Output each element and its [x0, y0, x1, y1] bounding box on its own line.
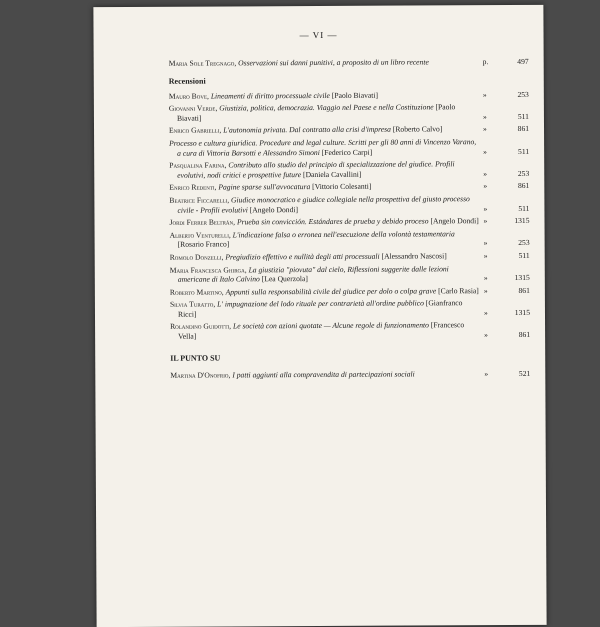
reviewer-name: [Francesco Vella] [178, 321, 464, 341]
toc-entry [169, 194, 529, 215]
author-name: Maria Francesca Ghirga, [170, 265, 247, 274]
author-name: Pasqualina Farina, [169, 161, 226, 170]
reviewer-name: [Angelo Dondi] [250, 205, 298, 214]
toc-entry [170, 320, 530, 341]
page-number: 861 [518, 286, 529, 295]
reviewer-name: [Vittorio Colesanti] [312, 182, 371, 191]
author-name: Enrico Redenti, [169, 183, 216, 192]
toc-entry [169, 89, 529, 100]
work-title: I patti aggiunti alla compravendita di partecipazioni sociali [232, 369, 414, 379]
page-number: 511 [518, 146, 529, 155]
author-name: Giovanni Verde, [169, 104, 217, 113]
page-mark: » [483, 90, 487, 100]
reviewer-name: [Paolo Biavati] [177, 102, 455, 122]
toc-entry [170, 251, 530, 262]
page-mark: » [483, 124, 487, 134]
work-title: Lineamenti di diritto processuale civile [211, 91, 330, 101]
page-number: 253 [518, 169, 529, 178]
author-name: Alberto Venturelli, [170, 230, 231, 239]
page-mark: » [483, 181, 487, 191]
page-number: 1315 [515, 273, 530, 282]
page-number: 1315 [514, 216, 529, 225]
reviewer-name: [Roberto Calvo] [393, 125, 443, 134]
author-name: Roberto Martino, [170, 287, 224, 296]
page-mark: » [483, 112, 487, 122]
toc-entry [169, 181, 529, 192]
toc-entry [170, 286, 530, 297]
running-head: — VI — [94, 29, 544, 41]
page-number: 861 [518, 181, 529, 190]
reviewer-name: [Paolo Biavati] [332, 90, 378, 99]
page-mark: » [484, 286, 488, 296]
page-mark: » [483, 216, 487, 226]
author-name: Enrico Gabrielli, [169, 126, 221, 135]
page-number: 1315 [515, 308, 530, 317]
page-number: 511 [518, 203, 529, 212]
page-mark: » [484, 273, 488, 283]
section-heading-punto: IL PUNTO SU [170, 352, 530, 363]
author-name: Romolo Donzelli, [170, 252, 224, 261]
work-title: Processo e cultura giuridica. Procedure and legal culture. Scritti per gli 80 anni di Vincenzo Varano, a cura di Vittoria Barsotti e Alessandro Simoni [169, 137, 476, 157]
page-number: 497 [517, 57, 528, 66]
work-title: Giudice monocratico e giudice collegiale nella prospettiva del giusto processo civile - Profili evolutivi [177, 194, 469, 214]
author-name: Beatrice Ficcarelli, [169, 195, 229, 204]
author-name: Mauro Bove, [169, 91, 209, 100]
toc-entry [170, 369, 530, 380]
toc-entry [170, 263, 530, 284]
work-title: Pagine sparse sull'avvocatura [218, 182, 310, 191]
page-number: 511 [519, 251, 530, 260]
page-mark: » [484, 308, 488, 318]
work-title: Contributo allo studio del principio di specializzazione del giudice. Profili evolutivi, nodi critici e prospettive future [177, 159, 454, 179]
table-of-contents [169, 57, 531, 383]
author-name: Jordi Ferrer Beltrán, [169, 218, 235, 227]
toc-entry [169, 137, 529, 158]
toc-entry [169, 57, 529, 68]
reviewer-name: [Lea Querzola] [262, 274, 308, 283]
page-number: 861 [519, 330, 530, 339]
recensioni-list [169, 89, 530, 341]
section-heading-recensioni: Recensioni [169, 74, 529, 85]
reviewer-name: [Gianfranco Ricci] [178, 299, 463, 319]
reviewer-name: [Daniela Cavallini] [303, 170, 361, 179]
work-title: Osservazioni sui danni punitivi, a proposito di un libro recente [238, 57, 429, 67]
page-number: 253 [517, 89, 528, 98]
work-title: Giustizia, politica, democrazia. Viaggio nel Paese e nella Costituzione [219, 103, 433, 113]
toc-entry [169, 102, 529, 123]
work-title: Prueba sin convicción. Estándares de prueba y debido proceso [237, 217, 429, 227]
page-number: 511 [518, 112, 529, 121]
toc-entry [170, 229, 530, 250]
punto-list [170, 369, 530, 380]
page-number: 253 [518, 238, 529, 247]
document-page [93, 5, 546, 627]
page-mark: » [484, 369, 488, 379]
work-title: Pregiudizio effettivo e nullità degli atti processuali [225, 252, 379, 262]
work-title: L' impugnazione del lodo rituale per contrarietà all'ordine pubblico [217, 299, 424, 309]
page-number: 861 [518, 124, 529, 133]
author-name: Rolandino Guidotti, [170, 322, 231, 331]
reviewer-name: [Alessandro Nascosi] [382, 251, 447, 260]
work-title: L'autonomia privata. Dal contratto alla crisi d'impresa [223, 125, 391, 135]
page-mark: » [484, 238, 488, 248]
reviewer-name: [Angelo Dondi] [430, 216, 478, 225]
author-name: Silvia Turatto, [170, 300, 215, 309]
page-mark: » [483, 169, 487, 179]
page-mark: » [484, 251, 488, 261]
reviewer-name: [Rosario Franco] [178, 240, 230, 249]
author-name: Martina D'Onofrio, [170, 370, 230, 379]
page-mark: » [484, 330, 488, 340]
author-name: Maria Sole Tregnago, [169, 58, 237, 67]
page-number: 521 [519, 369, 530, 378]
reviewer-name: [Carlo Rasia] [438, 286, 479, 295]
page-mark: » [483, 204, 487, 214]
work-title: Le società con azioni quotate — Alcune regole di funzionamento [233, 321, 429, 331]
toc-entry [169, 159, 529, 180]
toc-entry [169, 216, 529, 227]
reviewer-name: [Federico Carpi] [322, 147, 372, 156]
toc-entry [169, 124, 529, 135]
work-title: La giustizia "piovuta" dal cielo, Riflessioni suggerite dalle lezioni americane di Italo Calvino [178, 264, 449, 284]
work-title: Appunti sulla responsabilità civile del giudice per dolo o colpa grave [226, 286, 437, 296]
toc-entry [170, 298, 530, 319]
work-title: L'indicazione falsa o erronea nell'esecuzione della volontà testamentaria [233, 229, 455, 239]
page-mark: p. [483, 57, 489, 67]
page-mark: » [483, 147, 487, 157]
